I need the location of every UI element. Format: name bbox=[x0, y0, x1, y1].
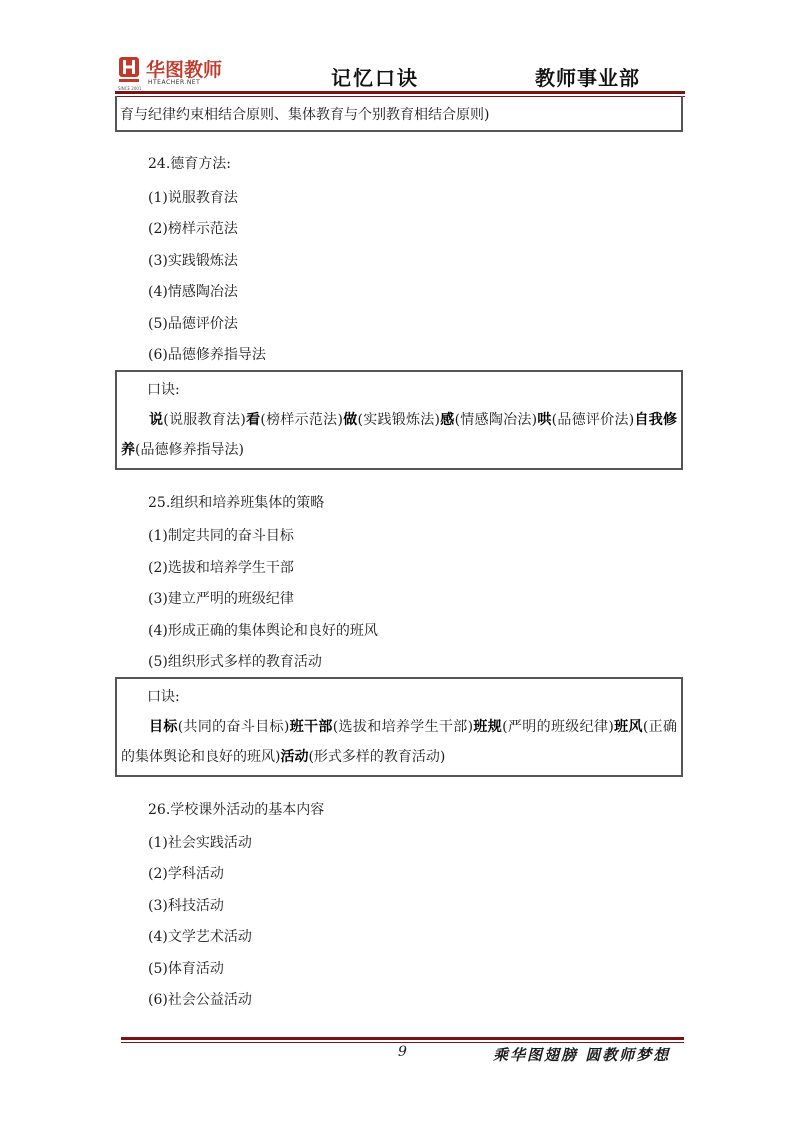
mnemonic-note: (正确的集体舆论和良好的班风) bbox=[121, 719, 677, 765]
mnemonic-key: 做 bbox=[342, 412, 358, 428]
mnemonic-note: (品德修养指导法) bbox=[135, 442, 244, 458]
mnemonic-key: 活动 bbox=[280, 749, 309, 765]
footer-rule-thick bbox=[121, 1037, 684, 1040]
mnemonic-key: 看 bbox=[245, 412, 261, 428]
mnemonic-key: 自我修养 bbox=[121, 412, 678, 458]
section-26-item: (1)社会实践活动 bbox=[148, 835, 252, 851]
mnemonic-key: 班风 bbox=[613, 719, 643, 735]
mnemonic-key: 感 bbox=[440, 412, 455, 428]
section-25-heading: 25.组织和培养班集体的策略 bbox=[148, 495, 325, 511]
header-rule-thick bbox=[115, 91, 685, 94]
section-24-item: (4)情感陶冶法 bbox=[148, 284, 238, 300]
page-number: 9 bbox=[398, 1044, 407, 1060]
header-title: 记忆口诀 bbox=[331, 66, 419, 90]
section-26-item: (3)科技活动 bbox=[148, 898, 224, 914]
footer-slogan: 乘华图翅膀 圆教师梦想 bbox=[493, 1046, 671, 1064]
section-25-item: (4)形成正确的集体舆论和良好的班风 bbox=[148, 623, 378, 639]
mnemonic-note: (榜样示范法) bbox=[260, 412, 343, 428]
section-26-item: (4)文学艺术活动 bbox=[148, 929, 252, 945]
page-header bbox=[115, 50, 690, 95]
continued-box bbox=[115, 96, 683, 132]
section-26-item: (5)体育活动 bbox=[148, 961, 224, 977]
mnemonic-note: (说服教育法) bbox=[163, 412, 246, 428]
logo-since: SINCE 2001 bbox=[118, 86, 142, 91]
mnemonic-label: 口诀: bbox=[147, 689, 180, 705]
mnemonic-note: (选拔和培养学生干部) bbox=[332, 719, 474, 735]
section-24-heading: 24.德育方法: bbox=[148, 156, 231, 172]
footer-rule-thin bbox=[121, 1042, 684, 1043]
logo-badge-icon bbox=[118, 56, 140, 84]
mnemonic-note: (共同的奋斗目标) bbox=[177, 719, 290, 735]
mnemonic-label: 口诀: bbox=[147, 382, 180, 398]
mnemonic-note: (情感陶冶法) bbox=[454, 412, 538, 428]
mnemonic-body bbox=[117, 405, 681, 465]
mnemonic-key: 班干部 bbox=[289, 719, 333, 735]
mnemonic-note: (品德评价法) bbox=[551, 412, 635, 428]
mnemonic-key: 班规 bbox=[473, 719, 503, 735]
section-26-item: (6)社会公益活动 bbox=[148, 992, 252, 1008]
mnemonic-key: 说 bbox=[149, 412, 164, 428]
mnemonic-box-25 bbox=[115, 677, 683, 777]
mnemonic-note: (形式多样的教育活动) bbox=[308, 749, 446, 765]
mnemonic-box-24 bbox=[115, 370, 683, 470]
section-25-item: (5)组织形式多样的教育活动 bbox=[148, 654, 322, 670]
section-24-item: (1)说服教育法 bbox=[148, 190, 238, 206]
section-25-item: (3)建立严明的班级纪律 bbox=[148, 591, 294, 607]
section-25-item: (1)制定共同的奋斗目标 bbox=[148, 528, 294, 544]
section-26-heading: 26.学校课外活动的基本内容 bbox=[148, 802, 325, 818]
header-department: 教师事业部 bbox=[535, 66, 640, 90]
mnemonic-note: (严明的班级纪律) bbox=[502, 719, 614, 735]
mnemonic-note: (实践锻炼法) bbox=[357, 412, 441, 428]
section-25-item: (2)选拔和培养学生干部 bbox=[148, 560, 294, 576]
section-26-item: (2)学科活动 bbox=[148, 866, 224, 882]
logo-subtext: HTEACHER.NET bbox=[148, 79, 201, 86]
section-24-item: (6)品德修养指导法 bbox=[148, 347, 266, 363]
mnemonic-key: 目标 bbox=[149, 719, 178, 735]
logo-text: 华图教师 bbox=[146, 59, 223, 81]
htteacher-logo bbox=[118, 56, 248, 90]
section-24-item: (3)实践锻炼法 bbox=[148, 253, 238, 269]
section-24-item: (2)榜样示范法 bbox=[148, 221, 238, 237]
section-24-item: (5)品德评价法 bbox=[148, 316, 238, 332]
mnemonic-key: 哄 bbox=[537, 412, 552, 428]
continued-text: 育与纪律约束相结合原则、集体教育与个别教育相结合原则) bbox=[120, 107, 490, 123]
mnemonic-body bbox=[117, 712, 681, 772]
